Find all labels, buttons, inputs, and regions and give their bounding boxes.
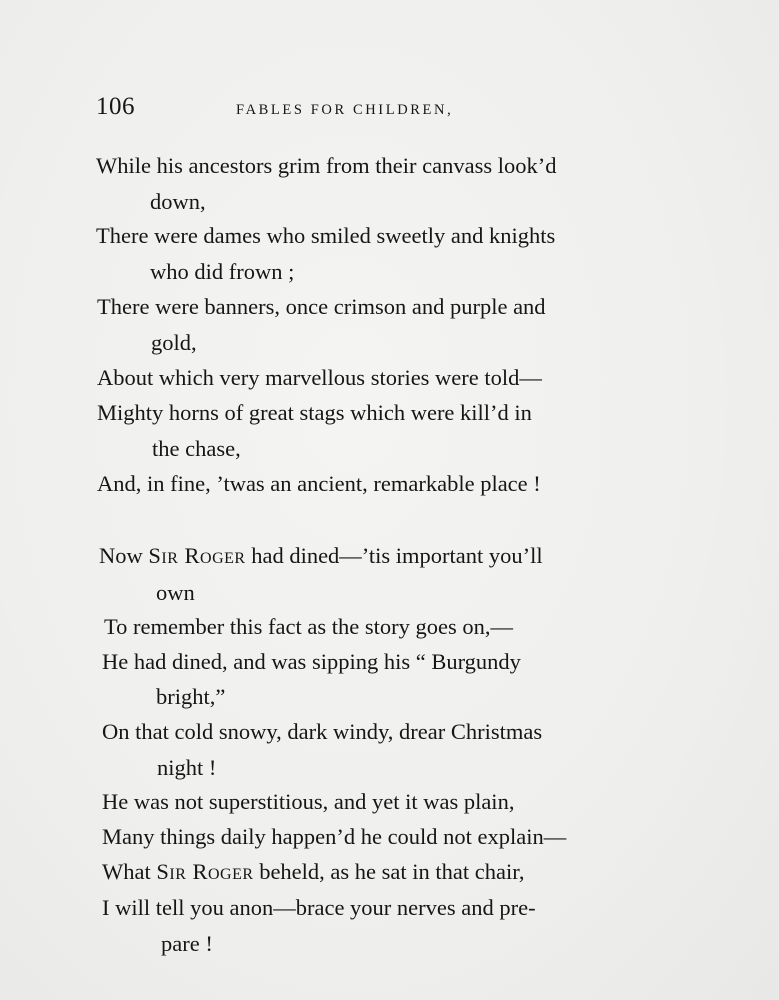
verse-line: He was not superstitious, and yet it was plain,: [102, 789, 515, 814]
verse-text: Now: [99, 543, 149, 568]
verse-line: There were banners, once crimson and purple and: [97, 294, 546, 319]
verse-line: And, in fine, ’twas an ancient, remarkable place !: [97, 471, 541, 496]
verse-line: While his ancestors grim from their canvass look’d: [96, 153, 557, 178]
verse-text: had dined—’tis important you’ll: [245, 543, 543, 568]
verse-line: To remember this fact as the story goes on,—: [104, 614, 513, 639]
verse-line: On that cold snowy, dark windy, drear Christmas: [102, 719, 543, 744]
verse-line-continuation: night !: [157, 755, 217, 780]
character-name: Sir Roger: [148, 543, 246, 568]
verse-line: I will tell you anon—brace your nerves and pre-: [102, 895, 536, 920]
verse-text: beheld, as he sat in that chair,: [253, 859, 525, 884]
verse-line: There were dames who smiled sweetly and knights: [96, 223, 556, 248]
verse-line-continuation: pare !: [161, 931, 213, 956]
verse-line: He had dined, and was sipping his “ Burgundy: [102, 649, 521, 674]
verse-line-continuation: gold,: [151, 330, 197, 355]
verse-line-continuation: bright,”: [156, 684, 226, 709]
verse-line: [99, 545, 543, 568]
verse-line-continuation: who did frown ;: [150, 259, 295, 284]
verse-line-continuation: the chase,: [152, 436, 241, 461]
character-name: Sir Roger: [156, 859, 254, 884]
verse-line: [102, 861, 524, 884]
verse-line: Mighty horns of great stags which were kill’d in: [97, 400, 532, 425]
verse-line: Many things daily happen’d he could not explain—: [102, 824, 567, 849]
running-head: FABLES FOR CHILDREN,: [236, 102, 454, 118]
verse-line-continuation: down,: [150, 189, 206, 214]
page-number: 106: [96, 93, 135, 120]
verse-text: What: [102, 859, 157, 884]
page-header: [96, 93, 656, 123]
verse-line-continuation: own: [156, 580, 195, 605]
verse-line: About which very marvellous stories were told—: [97, 365, 542, 390]
